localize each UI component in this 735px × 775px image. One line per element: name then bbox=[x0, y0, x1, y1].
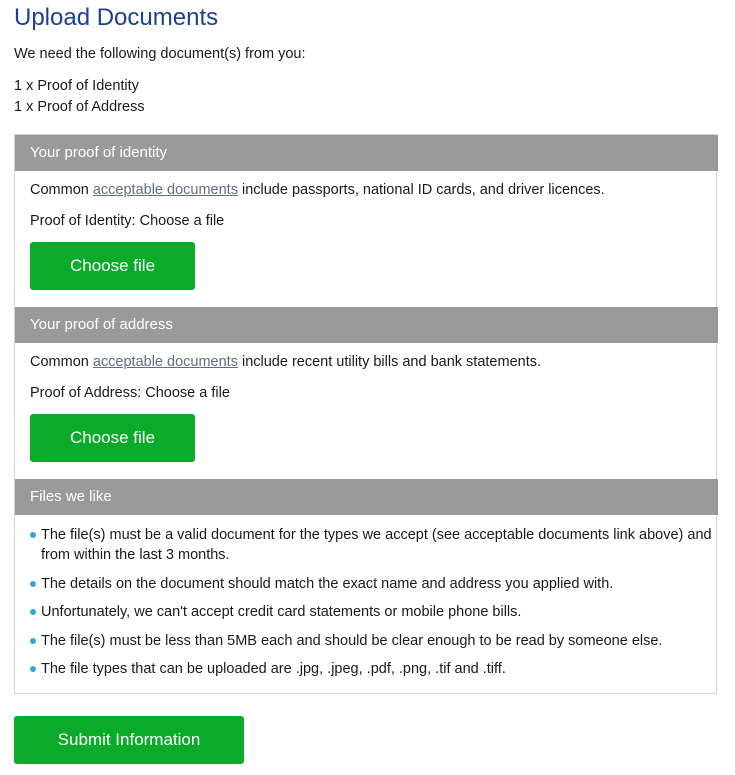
address-desc-prefix: Common bbox=[30, 354, 93, 370]
identity-desc-prefix: Common bbox=[30, 182, 93, 198]
identity-acceptable-documents-link[interactable]: acceptable documents bbox=[92, 182, 238, 198]
file-rules-list bbox=[30, 525, 720, 688]
list-item bbox=[30, 602, 720, 622]
address-section-header: Your proof of address bbox=[15, 307, 718, 343]
files-section-header: Files we like bbox=[15, 479, 718, 515]
file-rule-text: The file(s) must be less than 5MB each and should be clear enough to be read by someone else. bbox=[41, 632, 663, 649]
address-choose-file-button[interactable]: Choose file bbox=[30, 414, 195, 462]
address-choose-prompt: Proof of Address: Choose a file bbox=[30, 385, 230, 401]
bullet-icon bbox=[30, 609, 36, 615]
page-title: Upload Documents bbox=[14, 4, 219, 31]
list-item bbox=[30, 574, 720, 594]
requirement-item: 1 x Proof of Address bbox=[14, 99, 145, 115]
bullet-icon bbox=[30, 638, 36, 644]
identity-section-header: Your proof of identity bbox=[15, 135, 718, 171]
upload-panel bbox=[14, 134, 717, 694]
address-description bbox=[30, 354, 541, 370]
identity-choose-prompt: Proof of Identity: Choose a file bbox=[30, 213, 225, 229]
identity-desc-suffix: include passports, national ID cards, and driver licences. bbox=[237, 182, 605, 198]
intro-text: We need the following document(s) from you: bbox=[14, 46, 306, 62]
file-rule-text: The file types that can be uploaded are .jpg, .jpeg, .pdf, .png, .tif and .tiff. bbox=[41, 661, 506, 677]
bullet-icon bbox=[30, 532, 36, 538]
list-item bbox=[30, 631, 720, 651]
submit-information-button[interactable]: Submit Information bbox=[14, 716, 244, 764]
identity-choose-file-button[interactable]: Choose file bbox=[30, 242, 195, 290]
file-rule-text: The details on the document should match the exact name and address you applied with. bbox=[41, 575, 614, 592]
bullet-icon bbox=[30, 666, 36, 672]
identity-description bbox=[30, 182, 605, 198]
list-item bbox=[30, 659, 720, 679]
requirement-item: 1 x Proof of Identity bbox=[14, 78, 139, 94]
address-acceptable-documents-link[interactable]: acceptable documents bbox=[92, 354, 238, 370]
file-rule-text: The file(s) must be a valid document for the types we accept (see acceptable documents link above) and from within the last 3 months. bbox=[41, 527, 712, 563]
bullet-icon bbox=[30, 581, 36, 587]
address-desc-suffix: include recent utility bills and bank statements. bbox=[237, 354, 542, 370]
file-rule-text: Unfortunately, we can't accept credit card statements or mobile phone bills. bbox=[41, 604, 522, 620]
list-item bbox=[30, 525, 720, 565]
